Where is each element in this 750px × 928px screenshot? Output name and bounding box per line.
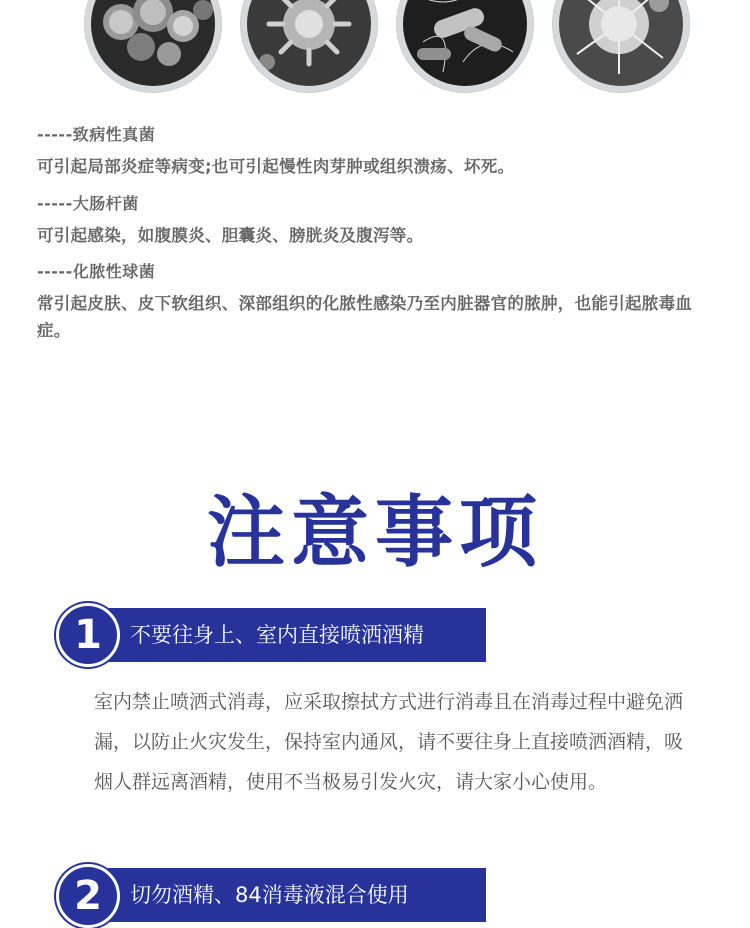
germ-desc-ecoli: 可引起感染，如腹膜炎、胆囊炎、膀胱炎及腹泻等。 xyxy=(37,226,424,245)
page-heading: 注意事项 xyxy=(206,488,543,578)
virus-image xyxy=(241,0,377,92)
notice-2-title: 切勿酒精、84消毒液混合使用 xyxy=(130,883,409,907)
germ-title-coccus: -----化脓性球菌 xyxy=(37,262,156,281)
germ-title-ecoli: -----大肠杆菌 xyxy=(37,194,139,213)
fungus-cells-image xyxy=(85,0,221,92)
germ-desc-coccus: 常引起皮肤、皮下软组织、深部组织的化脓性感染乃至内脏器官的脓肿，也能引起脓毒血症。 xyxy=(37,294,693,340)
notice-2-title-bar xyxy=(108,868,486,922)
coccus-bacteria-image xyxy=(553,0,689,92)
notice-1-title: 不要往身上、室内直接喷洒酒精 xyxy=(130,623,424,647)
notice-1-number-badge: 1 xyxy=(56,603,120,667)
notice-1-title-bar xyxy=(108,608,486,662)
rod-bacteria-image xyxy=(397,0,533,92)
germ-desc-fungus: 可引起局部炎症等病变;也可引起慢性肉芽肿或组织溃疡、坏死。 xyxy=(37,157,515,176)
microbe-images xyxy=(0,0,750,112)
notice-2-number-badge: 2 xyxy=(56,864,120,928)
germ-title-fungus: -----致病性真菌 xyxy=(37,125,156,144)
notice-1-body: 室内禁止喷洒式消毒，应采取擦拭方式进行消毒且在消毒过程中避免洒漏，以防止火灾发生，保持室内通风，请不要往身上直接喷洒酒精，吸烟人群远离酒精，使用不当极易引发火灾，请大家小心使用。 xyxy=(94,691,684,793)
